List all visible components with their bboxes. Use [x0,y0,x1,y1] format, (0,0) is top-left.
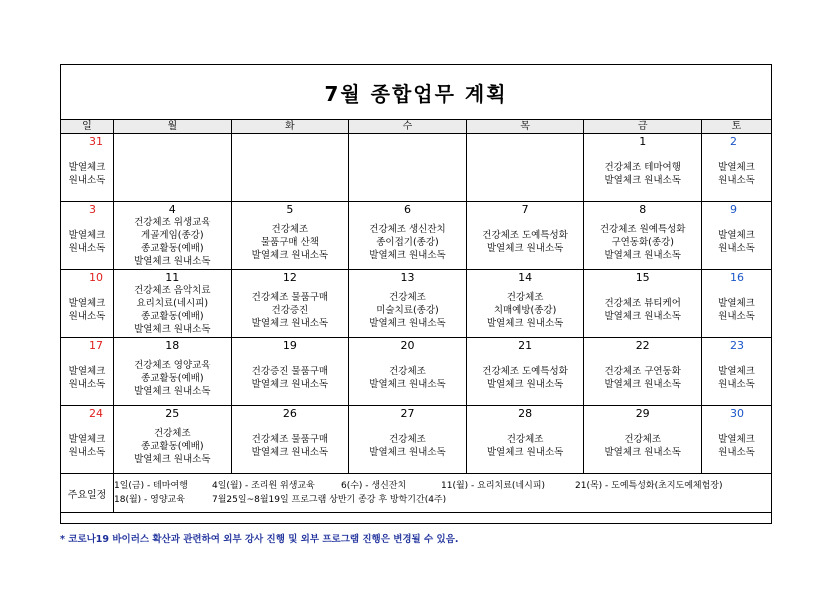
day-cell [114,202,232,270]
day-activities [467,149,584,199]
activity-line: 발열체크 원내소독 [604,447,681,458]
schedule-row [61,474,771,513]
activity-line: 원내소독 [68,379,106,390]
day-activities [702,149,771,199]
day-number: 6 [403,203,411,216]
week-row [61,338,771,406]
activity-line: 원내소독 [68,447,106,458]
day-activities [702,285,771,335]
day-activities [702,421,771,471]
activity-line: 원내소독 [718,175,755,186]
weekday-header: 수 [349,120,467,134]
schedule-item: 7월25일~8월19일 프로그램 상반기 종강 후 방학기간(4주) [212,495,447,505]
activity-line: 건강체조 [389,291,426,303]
day-number: 13 [400,271,415,284]
activity-line: 원내소독 [68,243,106,254]
day-cell [349,406,467,474]
day-number: 20 [400,339,415,352]
activity-line: 발열체크 원내소독 [486,243,564,254]
day-activities [349,149,466,199]
activity-line: 종교활동(예배) [141,440,204,452]
day-number: 1 [639,135,647,148]
activity-line: 발열체크 원내소독 [486,379,564,390]
calendar-body [61,134,771,474]
activity-line: 건강체조 테마여행 [604,162,681,173]
activity-line: 건강체조 위생교육 [134,217,211,228]
activity-line: 건강체조 음악치료 [134,285,211,296]
schedule-item: 21(목) - 도예특성화(초지도예체험장) [575,481,723,491]
day-activities [349,285,466,335]
activity-line: 원내소독 [68,175,106,186]
day-number: 27 [400,407,415,420]
activity-line: 건강체조 [153,427,191,439]
activity-line: 건강체조 도예특성화 [482,366,568,377]
day-cell [466,270,584,338]
day-activities [114,353,231,403]
activity-line: 건강체조 [389,434,426,445]
day-activities [584,421,701,471]
schedule-label: 주요일정 [61,474,114,513]
day-cell [466,406,584,474]
activity-line: 미술치료(종강) [376,304,439,316]
title-row [61,65,771,120]
activity-line: 건강체조 생신잔치 [369,223,446,235]
day-activities [232,217,349,267]
day-cell [584,406,702,474]
day-activities [232,285,349,335]
day-cell [584,134,702,202]
activity-line: 건강체조 [271,223,309,235]
activity-line: 발열체크 [718,230,755,241]
day-number: 11 [165,271,180,284]
activity-line: 발열체크 원내소독 [134,324,211,335]
schedule-content [114,474,772,513]
day-activities [61,421,113,471]
activity-line: 발열체크 원내소독 [486,447,564,458]
day-activities [349,421,466,471]
activity-line: 건강체조 [624,434,662,445]
day-cell [466,202,584,270]
day-number: 8 [639,203,647,216]
day-cell [584,270,702,338]
day-activities [467,353,584,403]
day-activities [61,149,113,199]
day-activities [467,217,584,267]
day-cell [61,134,114,202]
activity-line: 건강체조 도예특성화 [482,230,568,241]
activity-line: 건강체조 [389,366,426,377]
day-number: 12 [282,271,297,284]
schedule-item: 11(월) - 요리치료(네시피) [441,481,546,491]
day-activities [232,421,349,471]
day-cell [702,406,772,474]
week-row [61,202,771,270]
day-cell [61,406,114,474]
activity-line: 종교활동(예배) [141,311,204,322]
day-number: 31 [89,135,103,148]
day-cell [231,338,349,406]
day-activities [702,217,771,267]
day-number: 17 [89,339,103,352]
day-cell [61,202,114,270]
notice-text: * 코로나19 바이러스 확산과 관련하여 외부 강사 진행 및 외부 프로그램 진행은 변경될 수 있음. [60,534,459,545]
week-row [61,406,771,474]
activity-line: 발열체크 [68,366,106,377]
activity-line: 발열체크 원내소독 [134,256,211,267]
activity-line: 구연동화(종강) [611,236,674,248]
activity-line: 발열체크 원내소독 [251,317,329,329]
day-number: 5 [286,203,294,216]
day-cell [702,270,772,338]
day-number: 15 [635,271,650,284]
activity-line: 원내소독 [718,379,755,390]
day-number: 4 [168,203,176,216]
activity-line: 발열체크 원내소독 [251,249,329,261]
schedule-item: 1일(금) - 테마여행 [114,481,188,491]
weekday-header: 토 [702,120,772,134]
day-number: 7 [521,203,529,216]
activity-line: 원내소독 [718,243,755,254]
activity-line: 발열체크 원내소독 [369,249,446,261]
activity-line: 치매예방(종강) [493,304,557,316]
activity-line: 발열체크 원내소독 [604,249,681,261]
activity-line: 건강체조 [506,291,544,303]
day-cell [114,270,232,338]
day-cell [466,134,584,202]
weekday-header: 월 [114,120,232,134]
activity-line: 발열체크 원내소독 [251,379,329,390]
day-number: 25 [165,407,180,420]
day-number: 24 [89,407,103,420]
day-cell [349,202,467,270]
activity-line: 건강체조 뷰티케어 [604,298,681,309]
schedule-item: 4일(월) - 조리원 위생교육 [212,481,315,491]
activity-line: 물품구매 산책 [260,236,319,248]
day-cell [61,338,114,406]
activity-line: 발열체크 [718,162,755,173]
activity-line: 게골게임(종강) [141,230,204,241]
day-cell [349,134,467,202]
activity-line: 발열체크 [718,434,755,445]
day-number: 22 [635,339,650,352]
day-number: 9 [730,203,737,216]
activity-line: 발열체크 [68,230,106,241]
day-cell [702,134,772,202]
week-row [61,134,771,202]
day-cell [584,338,702,406]
weekday-header: 금 [584,120,702,134]
activity-line: 종교활동(예배) [141,372,204,384]
day-cell [702,338,772,406]
day-number: 16 [730,271,744,284]
page-title: 7월 종합업무 계획 [324,81,508,106]
day-activities [584,353,701,403]
activity-line: 발열체크 [718,366,755,377]
schedule-item: 18(월) - 영양교육 [114,495,185,505]
activity-line: 원내소독 [718,447,755,458]
weekday-header: 일 [61,120,114,134]
day-number: 3 [89,203,96,216]
day-cell [584,202,702,270]
activity-line: 발열체크 [68,298,106,309]
activity-line: 원내소독 [718,311,755,322]
day-number: 26 [282,407,297,420]
day-number: 21 [518,339,533,352]
activity-line: 발열체크 원내소독 [369,317,446,329]
activity-line: 건강체조 [506,434,544,445]
day-cell [61,270,114,338]
day-cell [114,406,232,474]
schedule-line-1 [114,479,771,493]
day-number: 28 [518,407,533,420]
day-cell [231,134,349,202]
day-cell [702,202,772,270]
day-cell [114,338,232,406]
activity-line: 건강체조 물품구매 [251,434,329,445]
day-activities [114,217,231,267]
weekday-header-row [61,120,771,134]
activity-line: 요리치료(네시피) [136,298,209,309]
activity-line: 종교활동(예배) [141,243,204,254]
activity-line: 건강증진 [271,304,309,316]
activity-line: 발열체크 원내소독 [604,379,681,390]
activity-line: 발열체크 원내소독 [486,317,564,329]
activity-line: 종이접기(종강) [376,236,439,248]
day-activities [702,353,771,403]
day-cell [466,338,584,406]
activity-line: 발열체크 [68,162,106,173]
day-cell [231,202,349,270]
activity-line: 발열체크 [68,434,106,445]
day-activities [584,217,701,267]
weekday-header: 화 [231,120,349,134]
activity-line: 발열체크 원내소독 [251,447,329,458]
activity-line: 발열체크 원내소독 [369,447,446,458]
day-number: 29 [635,407,650,420]
activity-line: 건강체조 구연동화 [604,366,681,377]
day-activities [467,285,584,335]
day-number: 10 [89,271,103,284]
day-number: 23 [730,339,744,352]
day-activities [232,353,349,403]
day-activities [349,353,466,403]
day-cell [231,270,349,338]
day-activities [584,149,701,199]
day-activities [61,217,113,267]
day-activities [232,149,349,199]
schedule-item: 6(수) - 생신잔치 [341,481,407,491]
week-row [61,270,771,338]
day-number: 14 [518,271,533,284]
day-activities [61,353,113,403]
schedule-line-2 [114,493,771,507]
day-cell [114,134,232,202]
day-number: 19 [282,339,297,352]
day-cell [231,406,349,474]
day-cell [349,270,467,338]
activity-line: 발열체크 원내소독 [134,385,211,397]
activity-line: 건강체조 원예특성화 [599,223,686,235]
activity-line: 발열체크 원내소독 [604,175,681,186]
calendar-table [61,120,771,513]
day-activities [584,285,701,335]
day-number: 30 [730,407,744,420]
day-activities [114,421,231,471]
day-activities [114,149,231,199]
activity-line: 건강체조 영양교육 [134,359,211,371]
activity-line: 발열체크 원내소독 [369,379,446,390]
activity-line: 원내소독 [68,311,106,322]
weekday-header: 목 [466,120,584,134]
day-activities [349,217,466,267]
activity-line: 발열체크 [718,298,755,309]
day-activities [61,285,113,335]
monthly-plan-sheet [60,64,772,524]
activity-line: 발열체크 원내소독 [604,311,681,322]
activity-line: 발열체크 원내소독 [134,453,211,465]
day-activities [467,421,584,471]
day-cell [349,338,467,406]
day-number: 2 [730,135,737,148]
day-activities [114,285,231,335]
activity-line: 건강체조 물품구매 [251,291,329,303]
activity-line: 건강증진 물품구매 [251,366,329,377]
day-number: 18 [165,339,180,352]
